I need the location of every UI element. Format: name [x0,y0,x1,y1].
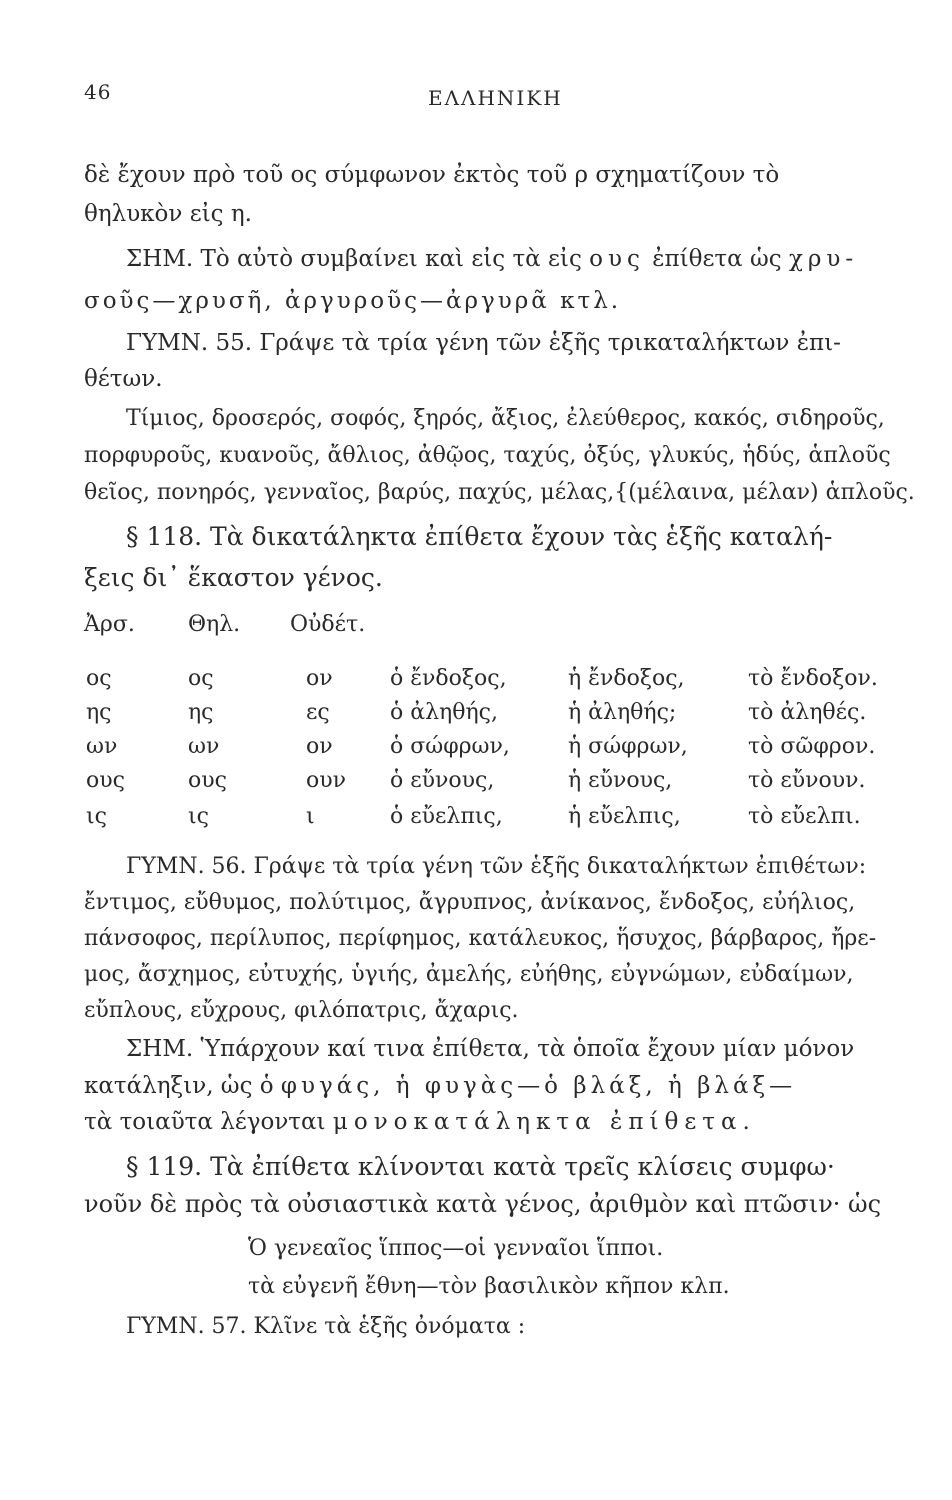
section119-line-2: νοῦν δὲ πρὸς τὰ οὐσιαστικὰ κατὰ γένος, ἀριθμὸν καὶ πτῶσιν· ὡς [84,1190,882,1218]
section119-text: Τὰ ἐπίθετα κλίνονται κατὰ τρεῖς κλίσεις συμφω· [210,1152,835,1181]
table-cell: ὁ εὔελπις, [390,804,503,829]
table-cell: ους [188,768,227,793]
intro-line-1: δὲ ἔχουν πρὸ τοῦ ος σύμφωνον ἐκτὸς τοῦ ρ σχηματίζουν τὸ [84,162,780,188]
table-cell: ι [306,804,315,829]
exercise56-line-3: πάνσοφος, περίλυπος, περίφημος, κατάλευκος, ἥσυχος, βάρβαρος, ἤρε- [84,926,877,951]
exercise55-line-1: ΓΥΜΝ. 55. Γράψε τὰ τρία γένη τῶν ἑξῆς τρικαταλήκτων ἐπι- [126,330,841,356]
intro-line-2: θηλυκὸν εἰς η. [84,201,252,227]
table-cell: ον [306,666,333,691]
page-number: 46 [84,80,112,104]
table-cell: ης [86,700,112,725]
note2-examples: φυγάς, ἡ φυγὰς—ὁ βλάξ, ἡ βλάξ— [280,1073,797,1099]
exercise55-words-3: θεῖος, πονηρός, γενναῖος, βαρύς, παχύς, μέλας,{(μέλαινα, μέλαν) ἁπλοῦς. [84,480,915,505]
table-cell: ἡ ἔνδοξος, [568,666,685,691]
table-cell: ος [86,666,112,691]
exercise55-line-2: θέτων. [84,366,163,392]
table-cell: ἡ σώφρων, [568,734,688,759]
table-cell: ὁ σώφρων, [390,734,510,759]
table-cell: ουν [306,768,346,793]
exercise55-words-1: Τίμιος, δροσερός, σοφός, ξηρός, ἄξιος, ἐλεύθερος, κακός, σιδηροῦς, [126,406,885,431]
table-header-feminine: Θηλ. [188,612,241,637]
section118-line-2: ξεις δι᾿ ἕκαστον γένος. [84,563,383,592]
running-title: ΕΛΛΗΝΙΚΗ [428,86,563,110]
note2-line-1: ΣΗΜ. Ὑπάρχουν καί τινα ἐπίθετα, τὰ ὁποῖα ἔχουν μίαν μόνον [126,1036,855,1062]
section119-line-1 [126,1152,835,1181]
table-cell: ὁ εὔνους, [390,768,495,793]
table-cell: ἡ εὔνους, [568,768,673,793]
table-cell: ων [86,734,118,759]
note2-text-b: τὰ τοιαῦτα λέγονται [84,1109,326,1135]
table-cell: ις [188,804,209,829]
note2-term: μονοκατάληκτα ἐπίθετα. [332,1109,756,1135]
note1-line-1 [126,244,858,274]
table-cell: ὁ ἀληθής, [390,700,498,725]
exercise55-words-2: πορφυροῦς, κυανοῦς, ἄθλιος, ἀθῷος, ταχύς, ὀξύς, γλυκύς, ἡδύς, ἁπλοῦς [84,443,891,468]
table-cell: ὁ ἔνδοξος, [390,666,507,691]
note1-example-start: χρυ- [788,246,859,272]
exercise56-line-1: ΓΥΜΝ. 56. Γράψε τὰ τρία γένη τῶν ἑξῆς δικαταλήκτων ἐπιθέτων: [126,854,867,879]
exercise56-line-2: ἔντιμος, εὔθυμος, πολύτιμος, ἄγρυπνος, ἀνίκανος, ἔνδοξος, εὐήλιος, [84,890,856,915]
table-cell: τὸ εὔελπι. [748,804,861,829]
note1-line-2: σοῦς—χρυσῆ, ἀργυροῦς—ἀργυρᾶ κτλ. [84,288,622,314]
table-cell: ος [188,666,214,691]
note2-text-a: κατάληξιν, ὡς ὁ [84,1073,274,1099]
table-cell: ης [188,700,214,725]
table-header-masculine: Ἀρσ. [84,612,135,637]
table-cell: ον [306,734,333,759]
table-cell: ων [188,734,220,759]
example-line-1: Ὁ γενεαῖος ἵππος—οἱ γενναῖοι ἵπποι. [248,1236,664,1261]
table-cell: τὸ ἀληθές. [748,700,867,725]
table-cell: τὸ ἔνδοξον. [748,666,878,691]
section119-number: § 119. [126,1152,203,1181]
exercise57-line-1: ΓΥΜΝ. 57. Κλῖνε τὰ ἑξῆς ὀνόματα : [126,1314,526,1339]
table-cell: τὸ σῶφρον. [748,734,876,759]
table-cell: τὸ εὔνουν. [748,768,866,793]
table-cell: ους [86,768,125,793]
table-cell: ις [86,804,107,829]
table-cell: ες [306,700,330,725]
table-cell: ἡ ἀληθής; [568,700,677,725]
exercise56-line-4: μος, ἄσχημος, εὐτυχής, ὑγιής, ἀμελής, εὐήθης, εὐγνώμων, εὐδαίμων, [84,962,854,987]
exercise56-line-5: εὔπλους, εὔχρους, φιλόπατρις, ἄχαρις. [84,998,519,1023]
note2-line-3 [84,1107,756,1137]
table-header-neuter: Οὐδέτ. [290,612,366,637]
table-cell: ἡ εὔελπις, [568,804,681,829]
note1-text-c: ἐπίθετα ὡς [652,246,782,272]
note2-line-2 [84,1071,796,1101]
note1-text-a: ΣΗΜ. Τὸ αὐτὸ συμβαίνει καὶ εἰς τὰ εἰς [126,246,582,272]
note1-ending-ous: ους [589,246,645,272]
example-line-2: τὰ εὐγενῆ ἔθνη—τὸν βασιλικὸν κῆπον κλπ. [248,1274,730,1299]
section118-line-1: § 118. Τὰ δικατάληκτα ἐπίθετα ἔχουν τὰς ἑξῆς καταλή- [126,522,833,551]
